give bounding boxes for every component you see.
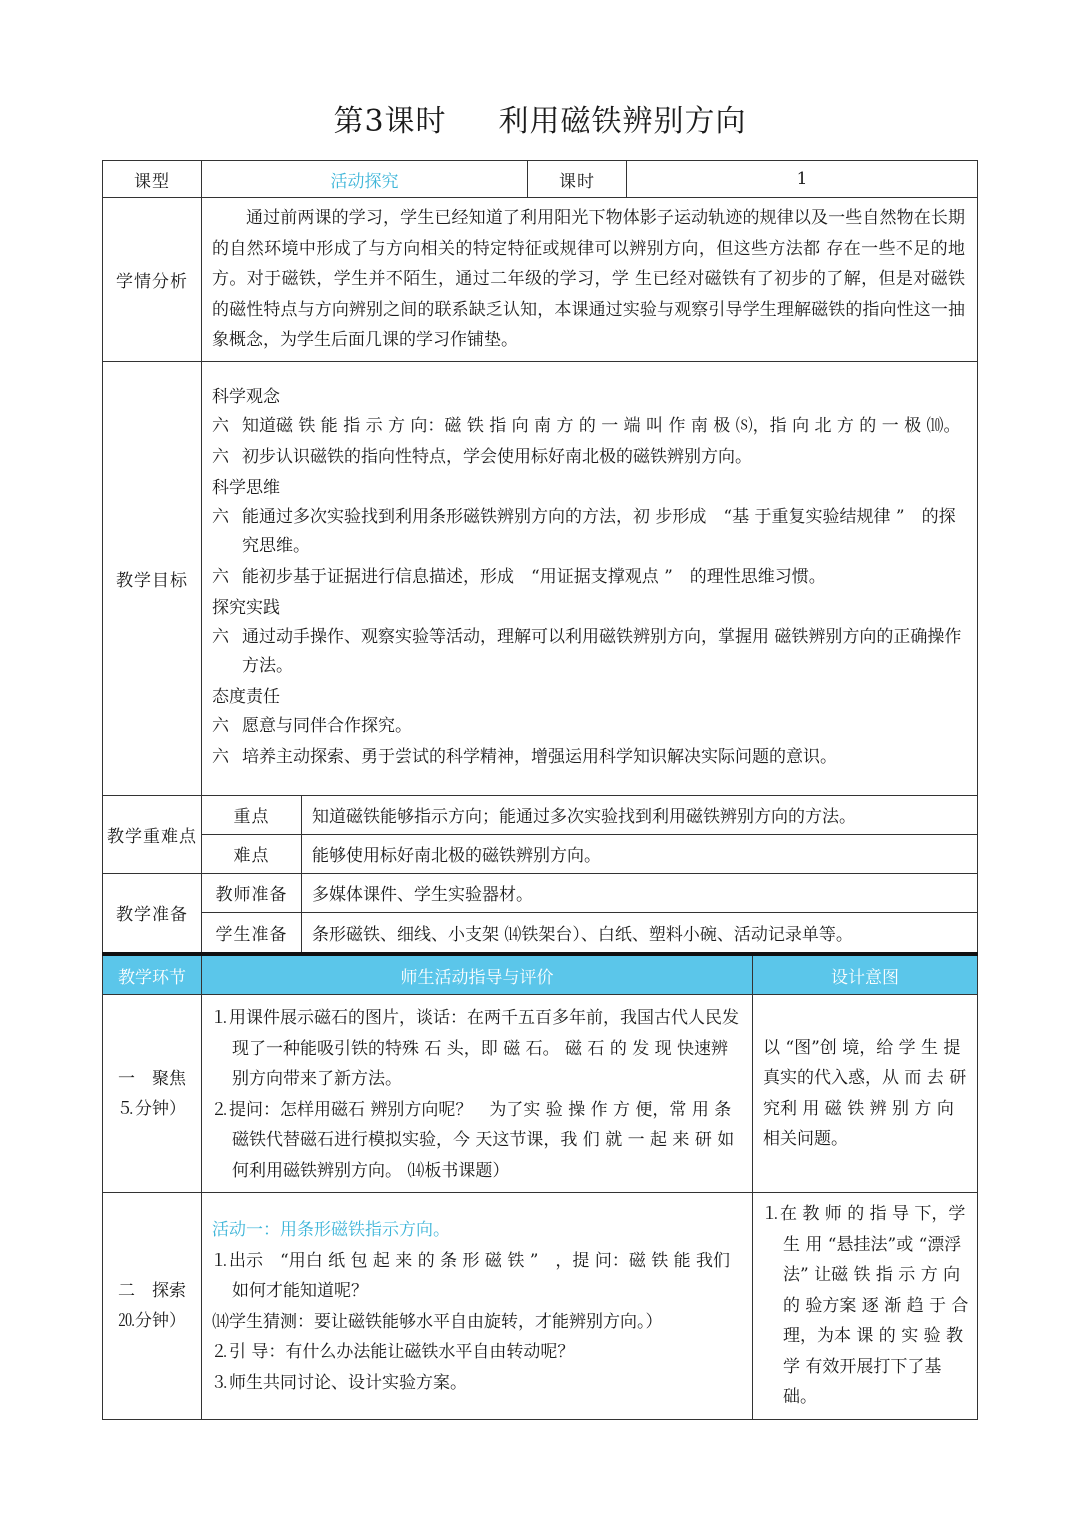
stage1-steps	[202, 995, 753, 1193]
bullet-icon: 六	[212, 506, 229, 527]
step-item: ⒉引 导：有什么办法能让磁铁水平自由转动呢？	[212, 1342, 575, 1363]
teacher-prep-text: 多媒体课件、学生实验器材。	[302, 873, 978, 912]
step-item: ⒈用课件展示磁石的图片，谈话：在两千五百多年前，我国古代人民发现了一种能吸引铁的特殊 石 头，即 磁 石。 磁 石 的 发 现 快速辨别方向带来了新方法。	[212, 1008, 739, 1089]
activity-title: 活动一：用条形磁铁指示方向。	[212, 1220, 450, 1241]
prep-label: 教学准备	[103, 873, 202, 954]
focus-row	[103, 795, 978, 834]
stage1-name: 一 聚焦	[118, 1068, 186, 1089]
step-item: ⒉提问：怎样用磁石 辨别方向呢？ 为了实 验 操 作 方 便，常 用 条 磁铁代替磁石进行模拟实验，今 天这节课，我 们 就 一 起 来 研 如何利用磁铁辨别方向。 ⒁板书课题）	[212, 1099, 735, 1181]
step-item: ⒁学生猜测：要让磁铁能够水平自由旋转，才能辨别方向。）	[212, 1311, 663, 1332]
info-row	[103, 161, 978, 198]
goal-item: 六 愿意与同伴合作探究。	[212, 712, 965, 741]
student-prep-row	[103, 912, 978, 954]
hours-label: 课时	[528, 161, 627, 198]
difficulty-text: 能够使用标好南北极的磁铁辨别方向。	[302, 834, 978, 873]
bullet-icon: 六	[212, 626, 229, 647]
analysis-cell	[202, 198, 978, 362]
analysis-label: 学情分析	[103, 198, 202, 362]
stage1-cell	[103, 995, 202, 1193]
hours-value: 1	[627, 161, 978, 198]
header-intent: 设计意图	[753, 954, 978, 995]
bullet-icon: 六	[212, 566, 229, 587]
difficulty-label: 难点	[202, 834, 302, 873]
goal-item: 六 能通过多次实验找到利用条形磁铁辨别方向的方法，初 步形成 “基 于重复实验结规律 ” 的探究思维。	[212, 503, 965, 561]
goal-section-title: 科学思维	[212, 477, 280, 498]
student-prep-text: 条形磁铁、细线、小支架 ⒁铁架台）、白纸、塑料小碗、活动记录单等。	[302, 912, 978, 954]
stage2-intent-cell	[753, 1193, 978, 1420]
stage2-name: 二 探索	[118, 1280, 186, 1301]
goals-label: 教学目标	[103, 361, 202, 795]
stage1-time: ⒌分钟）	[118, 1098, 186, 1119]
analysis-row	[103, 198, 978, 362]
stage2-time: ⒛分钟）	[118, 1310, 186, 1331]
step-item: ⒊师生共同讨论、设计实验方案。	[212, 1372, 467, 1393]
focus-label: 重点	[202, 795, 302, 834]
focus-text: 知道磁铁能够指示方向；能通过多次实验找到利用磁铁辨别方向的方法。	[302, 795, 978, 834]
goal-item: 六 知道磁 铁 能 指 示 方 向：磁 铁 指 向 南 方 的 一 端 叫 作 南 极 ⒮，指 向 北 方 的 一 极 ⑽。	[212, 412, 965, 441]
goal-section-title: 态度责任	[212, 686, 280, 707]
step-item: ⒈出示 “用白 纸 包 起 来 的 条 形 磁 铁 ” ，提 问：磁 铁 能 我们如何才能知道呢？	[212, 1250, 731, 1302]
stage2-row	[103, 1193, 978, 1420]
keypoints-label: 教学重难点	[103, 795, 202, 873]
goal-item: 六 初步认识磁铁的指向性特点，学会使用标好南北极的磁铁辨别方向。	[212, 443, 965, 472]
teacher-prep-row	[103, 873, 978, 912]
lesson-number: 第3课时	[333, 104, 447, 139]
goal-section-title: 探究实践	[212, 597, 280, 618]
goals-cell	[202, 361, 978, 795]
goal-item: 六 通过动手操作、观察实验等活动，理解可以利用磁铁辨别方向，掌握用 磁铁辨别方向的正确操作方法。	[212, 623, 965, 681]
goal-item: 六 能初步基于证据进行信息描述，形成 “用证据支撑观点 ” 的理性思维习惯。	[212, 563, 965, 592]
analysis-text: 通过前两课的学习，学生已经知道了利用阳光下物体影子运动轨迹的规律以及一些自然物在长期的自然环境中形成了与方向相关的特定特征或规律可以辨别方向，但这些方法都 存在一些不足的地方。对于磁铁，学生并不陌生，通过二年级的学习，学 生已经对磁铁有了初步的了解，但是对磁铁的磁性特点与方向辨别之间的联系缺乏认知，本课通过实验与观察引导学生理解磁铁的指向性这一抽象概念，为学生后面几课的学习作铺垫。	[212, 208, 966, 350]
goal-item: 六 培养主动探索、勇于尝试的科学精神，增强运用科学知识解决实际问题的意识。	[212, 743, 965, 772]
stage1-intent-cell	[753, 995, 978, 1193]
lesson-plan-table	[102, 160, 978, 1420]
bullet-icon: 六	[212, 415, 229, 436]
bullet-icon: 六	[212, 446, 229, 467]
student-prep-label: 学生准备	[202, 912, 302, 954]
stage2-cell	[103, 1193, 202, 1420]
header-activity: 师生活动指导与评价	[202, 954, 753, 995]
lesson-name: 利用磁铁辨别方向	[498, 104, 747, 139]
stage1-intent: 以 “图”创 境，给 学 生 提 真实的代入惑，从 而 去 研 究利 用 磁 铁 辨 别 方 向 相关问题。	[763, 1037, 967, 1149]
bullet-icon: 六	[212, 715, 229, 736]
process-header-row	[103, 954, 978, 995]
type-label: 课型	[103, 161, 202, 198]
page-title	[0, 96, 1080, 140]
difficulty-row	[103, 834, 978, 873]
stage1-row	[103, 995, 978, 1193]
header-stage: 教学环节	[103, 954, 202, 995]
stage2-intent: ⒈在 教 师 的 指 导 下，学 生 用 “悬挂法”或 “漂浮法” 让磁 铁 指 示 方 向 的 验方案 逐 渐 趋 于 合 理，为本 课 的 实 验 教 学 有效开展打下了基础。	[763, 1204, 969, 1407]
teacher-prep-label: 教师准备	[202, 873, 302, 912]
bullet-icon: 六	[212, 746, 229, 767]
type-value: 活动探究	[202, 161, 528, 198]
goals-row	[103, 361, 978, 795]
stage2-steps	[202, 1193, 753, 1420]
goal-section-title: 科学观念	[212, 386, 280, 407]
